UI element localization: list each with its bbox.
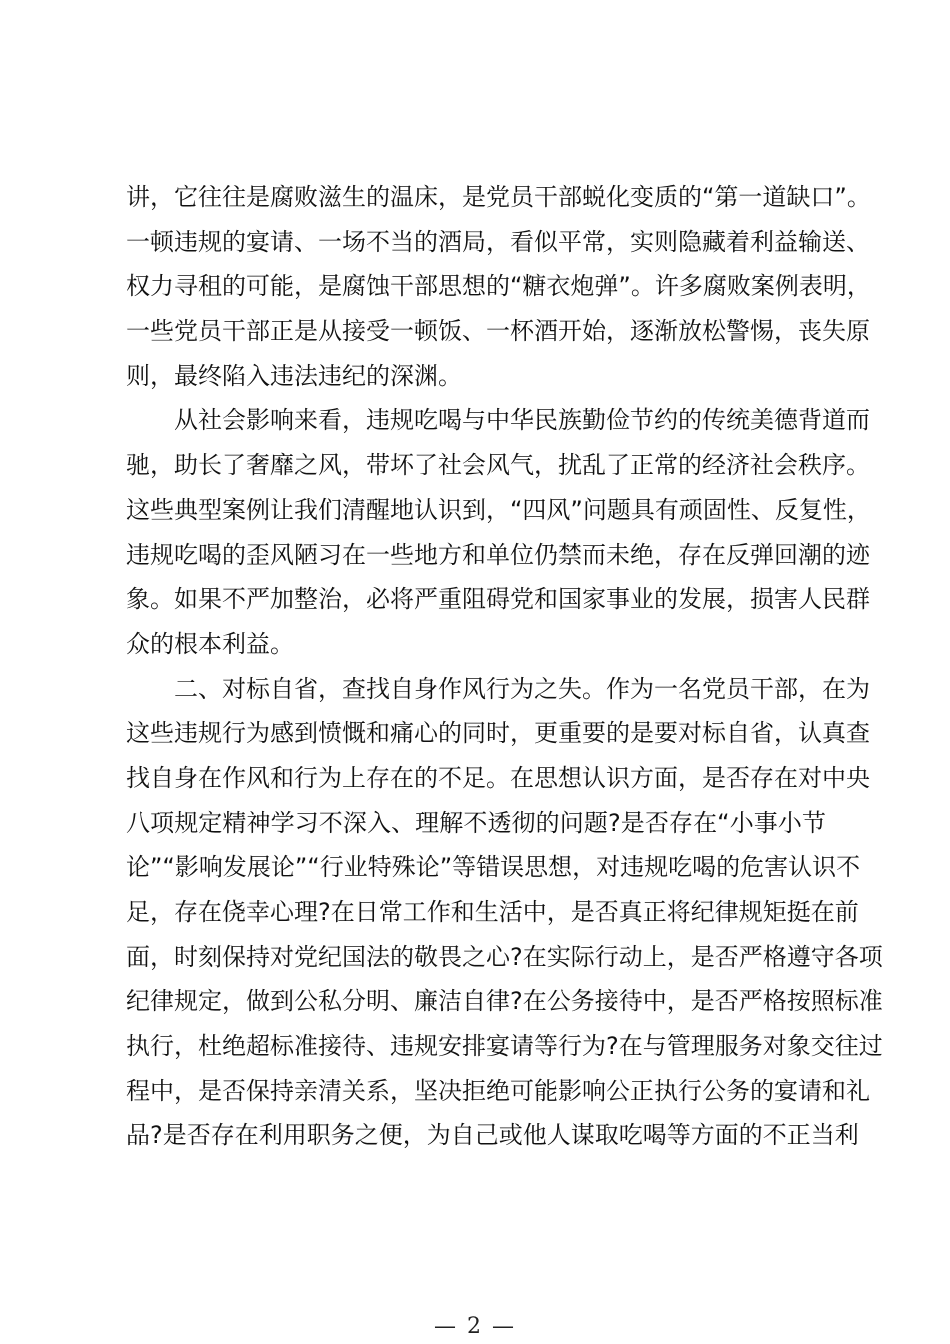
text-line: 一些党员干部正是从接受一顿饭、一杯酒开始，逐渐放松警惕，丧失原	[126, 317, 870, 346]
text-line: 一顿违规的宴请、一场不当的酒局，看似平常，实则隐藏着利益输送、	[126, 227, 870, 256]
text-line: 违规吃喝的歪风陋习在一些地方和单位仍禁而未绝，存在反弹回潮的迹	[126, 540, 870, 569]
text-line: 则，最终陷入违法违纪的深渊。	[126, 361, 462, 390]
text-line: 讲，它往往是腐败滋生的温床，是党员干部蜕化变质的“第一道缺口”。	[126, 183, 871, 211]
text-line: 找自身在作风和行为上存在的不足。在思想认识方面，是否存在对中央	[126, 763, 870, 792]
text-line: 执行，杜绝超标准接待、违规安排宴请等行为?在与管理服务对象交往过	[126, 1032, 883, 1061]
text-line: 足，存在侥幸心理?在日常工作和生活中，是否真正将纪律规矩挺在前	[126, 898, 859, 926]
text-line: 众的根本利益。	[126, 629, 294, 658]
paragraph-1	[126, 175, 871, 398]
text-line: 驰，助长了奢靡之风，带坏了社会风气，扰乱了正常的经济社会秩序。	[126, 451, 870, 480]
text-line: 象。如果不严加整治，必将严重阻碍党和国家事业的发展，损害人民群	[126, 585, 870, 614]
paragraph-3	[126, 667, 883, 1159]
text-line: 二、对标自省，查找自身作风行为之失。作为一名党员干部，在为	[174, 674, 870, 703]
text-line: 品?是否存在利用职务之便，为自己或他人谋取吃喝等方面的不正当利	[126, 1121, 859, 1150]
text-line: 八项规定精神学习不深入、理解不透彻的问题?是否存在“小事小节	[126, 808, 826, 837]
text-line: 面，时刻保持对党纪国法的敬畏之心?在实际行动上，是否严格遵守各项	[126, 942, 883, 971]
text-line: 权力寻租的可能，是腐蚀干部思想的“糖衣炮弹”。许多腐败案例表明，	[126, 272, 871, 301]
document-body	[126, 175, 883, 1158]
text-line: 程中，是否保持亲清关系，坚决拒绝可能影响公正执行公务的宴请和礼	[126, 1076, 870, 1105]
text-line: 纪律规定，做到公私分明、廉洁自律?在公务接待中，是否严格按照标准	[126, 987, 883, 1016]
text-line: 从社会影响来看，违规吃喝与中华民族勤俭节约的传统美德背道而	[174, 406, 870, 435]
text-line: 这些典型案例让我们清醒地认识到，“四风”问题具有顽固性、反复性，	[126, 495, 871, 524]
paragraph-2	[126, 398, 871, 666]
text-line: 论”“影响发展论”“行业特殊论”等错误思想，对违规吃喝的危害认识不	[126, 853, 861, 882]
text-line: 这些违规行为感到愤慨和痛心的同时，更重要的是要对标自省，认真查	[126, 719, 870, 748]
page-number: — 2 —	[434, 1314, 516, 1339]
